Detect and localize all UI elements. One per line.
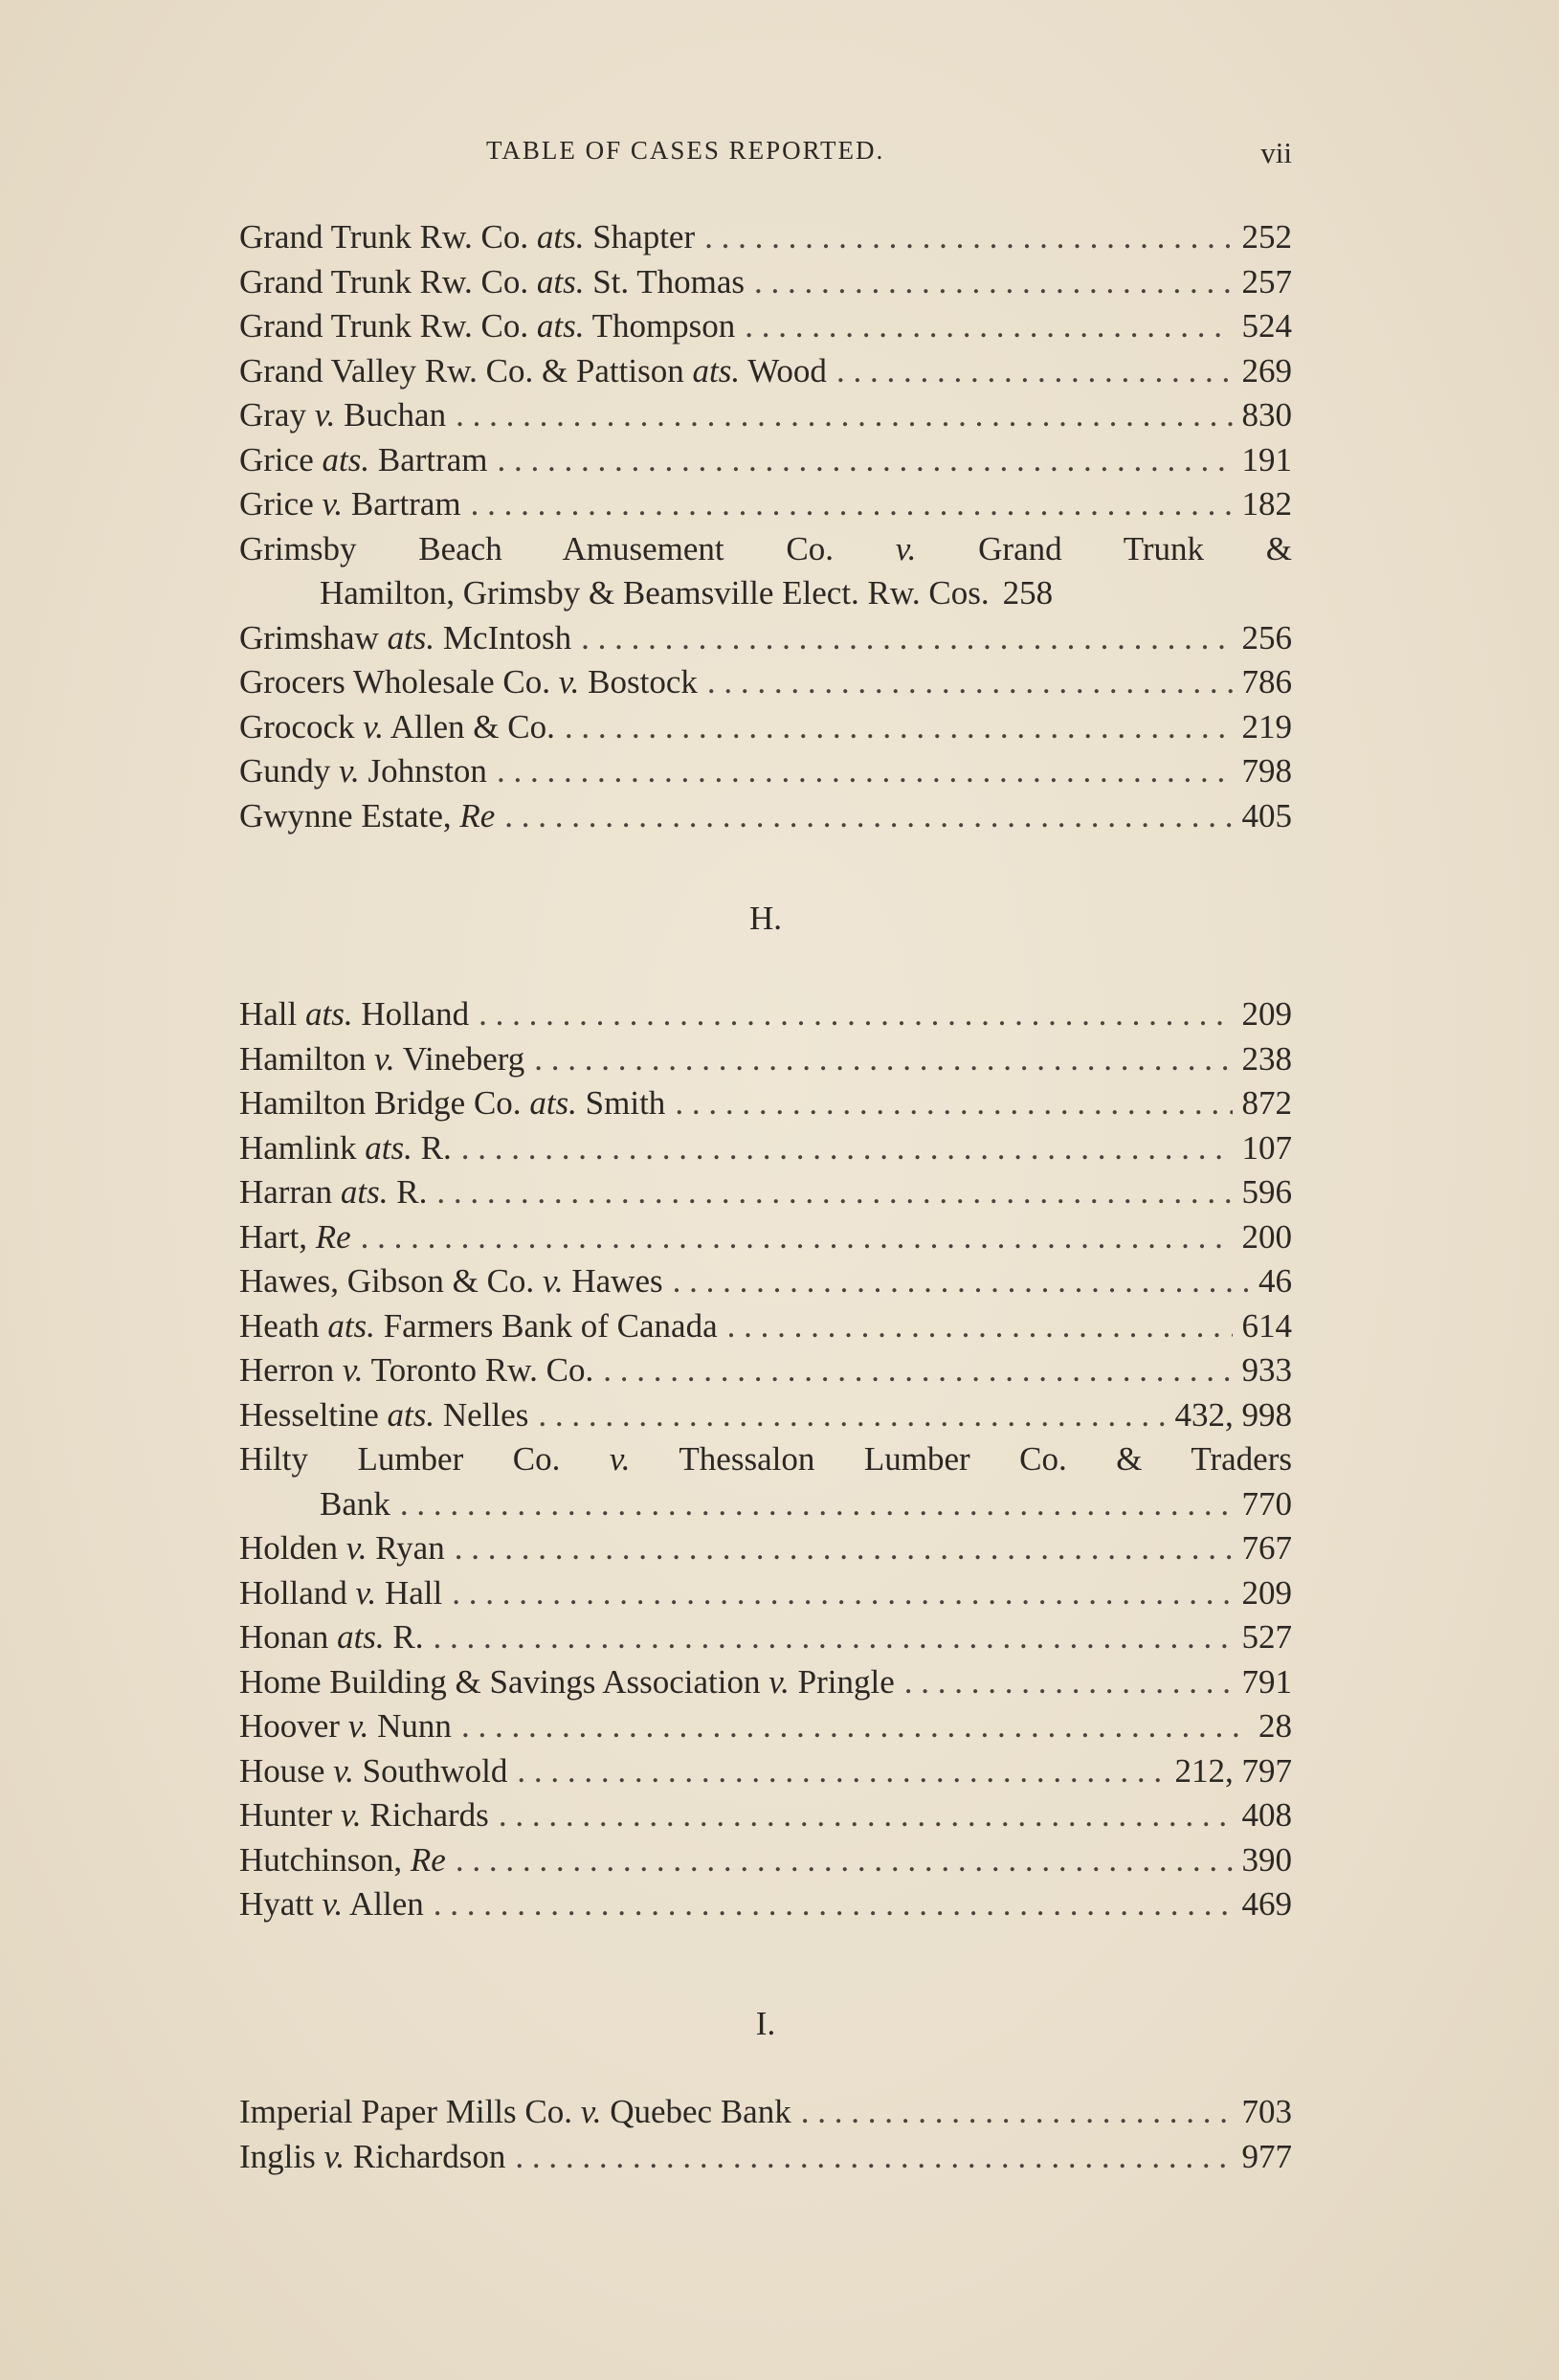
dot-leader (452, 1574, 1232, 1613)
dot-leader (400, 1485, 1233, 1524)
dot-leader (436, 1173, 1232, 1212)
dot-leader (434, 1618, 1233, 1657)
dot-leader (471, 485, 1233, 523)
dot-leader (754, 263, 1232, 301)
case-entry: Imperial Paper Mills Co. v. Quebec Bank . . . 703 (239, 2093, 1292, 2138)
case-entry: Grocers Wholesale Co. v. Bostock . . . 786 (239, 663, 1292, 708)
case-entry: Inglis v. Richardson . . . 977 (239, 2138, 1292, 2183)
dot-leader (504, 797, 1232, 835)
case-entry: Gray v. Buchan . . . 830 (239, 396, 1292, 441)
section-letter-heading: I. (755, 2005, 776, 2042)
dot-leader (603, 1351, 1232, 1390)
section-g (239, 218, 1292, 841)
case-entry: Gwynne Estate, Re . . . 405 (239, 797, 1292, 842)
case-entry: Herron v. Toronto Rw. Co. . . . 933 (239, 1351, 1292, 1396)
dot-leader (497, 752, 1233, 790)
case-entry: Grand Valley Rw. Co. & Pattison ats. Wood . . . 269 (239, 352, 1292, 397)
page-header (239, 136, 1292, 178)
dot-leader (479, 995, 1232, 1034)
dot-leader (461, 1129, 1233, 1168)
dot-leader (434, 1885, 1233, 1924)
case-entry: Grand Trunk Rw. Co. ats. Thompson . . . 524 (239, 307, 1292, 352)
case-entry: Hesseltine ats. Nelles . . . 432, 998 (239, 1396, 1292, 1441)
case-entry: Hyatt v. Allen . . . 469 (239, 1885, 1292, 1930)
case-entry: Grand Trunk Rw. Co. ats. Shapter . . . 252 (239, 218, 1292, 263)
case-entry-continuation: Hamilton, Grimsby & Beamsville Elect. Rw. Cos. 258 (320, 574, 1054, 612)
case-entry: Gundy v. Johnston . . . 798 (239, 752, 1292, 797)
dot-leader (538, 1396, 1165, 1435)
case-entry: Hoover v. Nunn . . . 28 (239, 1707, 1292, 1752)
case-entry: Home Building & Savings Association v. Pringle . . . 791 (239, 1663, 1292, 1708)
case-entry: Grice v. Bartram . . . 182 (239, 485, 1292, 530)
case-entry: Grimshaw ats. McIntosh . . . 256 (239, 619, 1292, 664)
case-entry: Hart, Re . . . 200 (239, 1218, 1292, 1263)
case-entry-continuation: Bank . . . 770 (239, 1485, 1292, 1530)
dot-leader (673, 1262, 1249, 1301)
case-entry: Hutchinson, Re . . . 390 (239, 1841, 1292, 1886)
dot-leader (499, 1796, 1233, 1835)
dot-leader (801, 2093, 1233, 2131)
case-entry: Honan ats. R. . . . 527 (239, 1618, 1292, 1663)
running-title: TABLE OF CASES REPORTED. (486, 136, 885, 165)
page-number: vii (1260, 136, 1292, 169)
case-entry: House v. Southwold . . . 212, 797 (239, 1752, 1292, 1797)
case-entry: Holden v. Ryan . . . 767 (239, 1529, 1292, 1574)
dot-leader (581, 619, 1232, 657)
dot-leader (517, 1752, 1165, 1791)
dot-leader (456, 396, 1232, 434)
case-entry: Harran ats. R. . . . 596 (239, 1173, 1292, 1218)
dot-leader (904, 1663, 1233, 1702)
case-entry: Grice ats. Bartram . . . 191 (239, 441, 1292, 486)
dot-leader (361, 1218, 1233, 1257)
dot-leader (461, 1707, 1249, 1746)
case-entry: Grand Trunk Rw. Co. ats. St. Thomas . . . 257 (239, 263, 1292, 308)
case-entry: Hamilton v. Vineberg . . . 238 (239, 1040, 1292, 1085)
case-entry: Grocock v. Allen & Co. . . . 219 (239, 708, 1292, 753)
case-entry: Hilty Lumber Co. v. Thessalon Lumber Co. & Traders (239, 1440, 1292, 1478)
dot-leader (534, 1040, 1232, 1079)
dot-leader (456, 1841, 1233, 1880)
dot-leader (675, 1084, 1232, 1123)
case-entry: Heath ats. Farmers Bank of Canada . . . 614 (239, 1307, 1292, 1352)
case-entry: Grimsby Beach Amusement Co. v. Grand Trunk & (239, 529, 1292, 567)
dot-leader (745, 307, 1232, 345)
case-entry: Hall ats. Holland . . . 209 (239, 995, 1292, 1040)
dot-leader (515, 2138, 1232, 2176)
case-entry: Holland v. Hall . . . 209 (239, 1574, 1292, 1619)
dot-leader (727, 1307, 1233, 1346)
case-entry: Hamilton Bridge Co. ats. Smith . . . 872 (239, 1084, 1292, 1129)
dot-leader (498, 441, 1233, 479)
case-entry: Hawes, Gibson & Co. v. Hawes . . . 46 (239, 1262, 1292, 1307)
dot-leader (704, 218, 1232, 256)
dot-leader (836, 352, 1233, 390)
dot-leader (707, 663, 1233, 701)
case-entry: Hamlink ats. R. . . . 107 (239, 1129, 1292, 1174)
section-letter-heading: H. (748, 900, 783, 937)
case-entry: Hunter v. Richards . . . 408 (239, 1796, 1292, 1841)
dot-leader (455, 1529, 1233, 1568)
dot-leader (565, 708, 1233, 746)
